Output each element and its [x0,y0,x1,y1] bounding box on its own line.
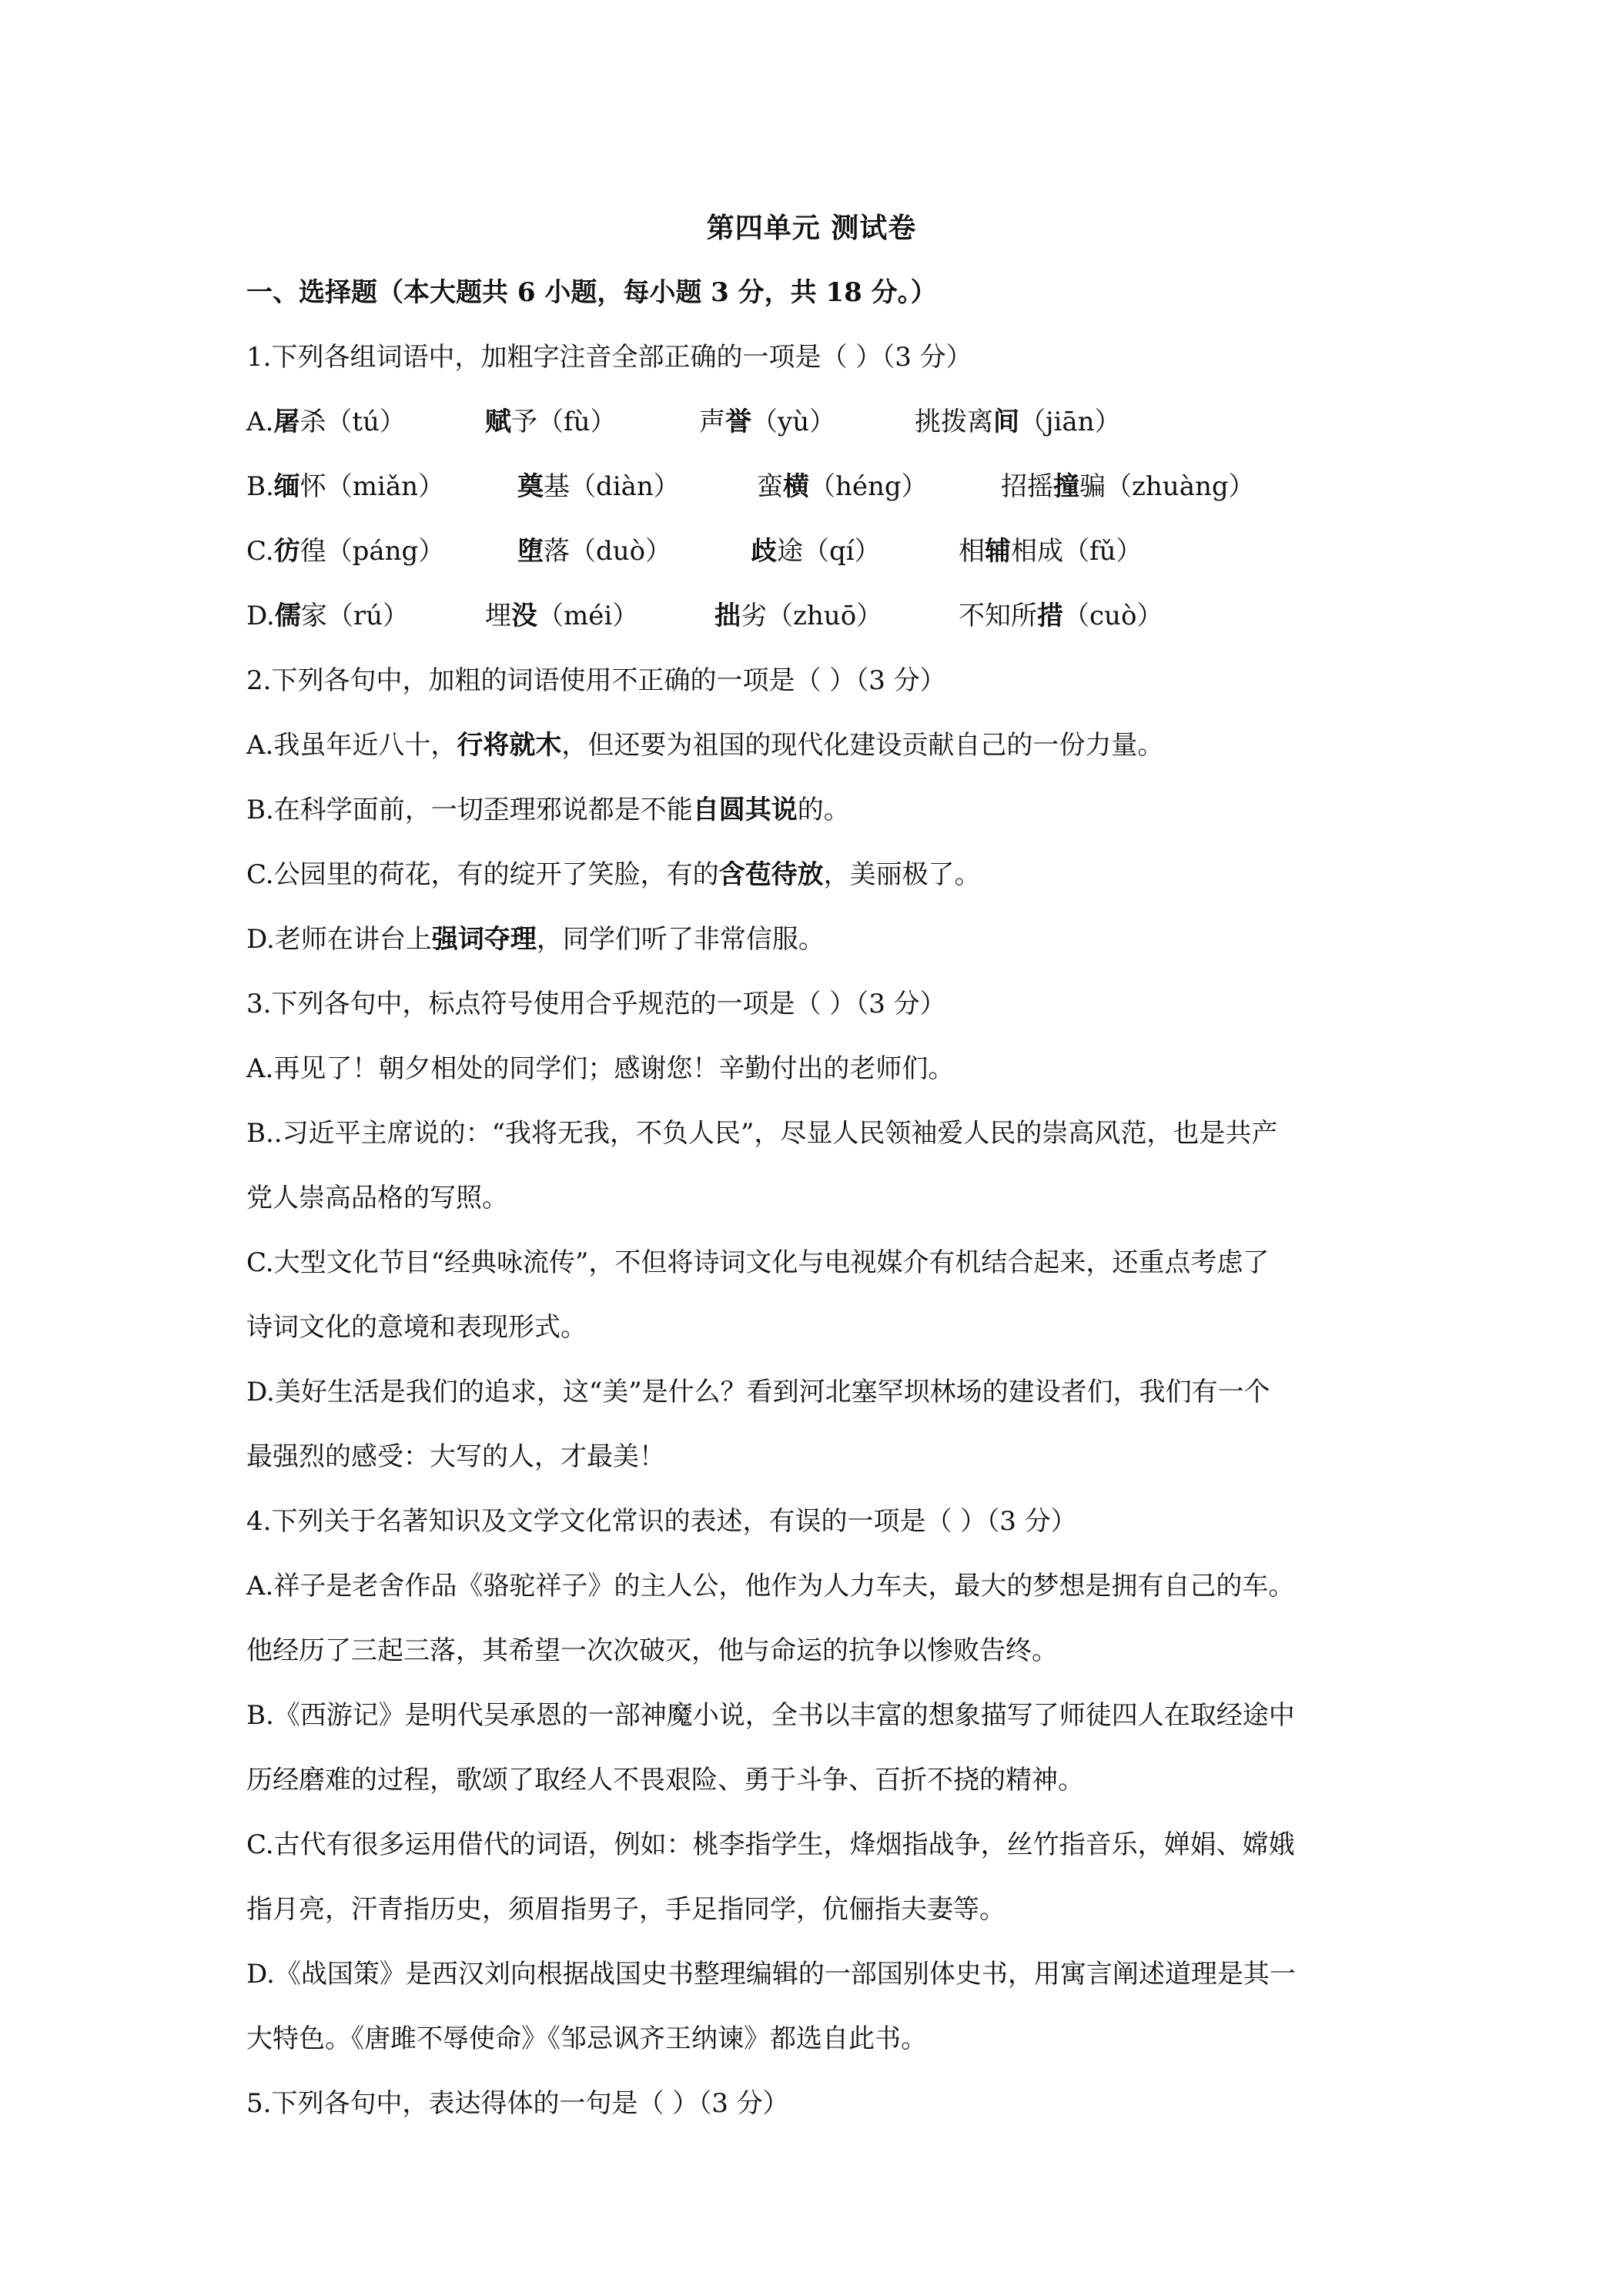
question-3-line: 最强烈的感受：大写的人，才最美！ [246,1441,665,1472]
question-3-line: A.再见了！朝夕相处的同学们；感谢您！辛勤付出的老师们。 [246,1053,955,1084]
option-item: A.屠杀（tú） [246,407,406,437]
question-2-option-d: D.老师在讲台上强词夺理，同学们听了非常信服。 [246,924,825,955]
page-title: 第四单元 测试卷 [706,212,917,244]
option-item: D.儒家（rú） [246,601,410,631]
option-item: 拙劣（zhuō） [714,601,883,631]
option-item: 不知所措（cuò） [959,601,1163,631]
question-1-stem: 1.下列各组词语中，加粗字注音全部正确的一项是（ ）（3 分） [246,342,972,373]
question-2-option-b: B.在科学面前，一切歪理邪说都是不能自圆其说的。 [246,795,850,825]
question-4-line: 指月亮，汗青指历史，须眉指男子，手足指同学，伉俪指夫妻等。 [246,1894,1006,1925]
question-4-line: A.祥子是老舍作品《骆驼祥子》的主人公，他作为人力车夫，最大的梦想是拥有自己的车。 [246,1571,1295,1602]
option-item: 歧途（qí） [751,536,881,567]
question-2-stem: 2.下列各句中，加粗的词语使用不正确的一项是（ ）（3 分） [246,665,946,696]
question-4-line: C.古代有很多运用借代的词语，例如：桃李指学生，烽烟指战争，丝竹指音乐，婵娟、嫦娥 [246,1829,1295,1860]
question-4-line: D.《战国策》是西汉刘向根据战国史书整理编辑的一部国别体史书，用寓言阐述道理是其一 [246,1959,1296,1990]
question-5-stem: 5.下列各句中，表达得体的一句是（ ）（3 分） [246,2088,789,2119]
option-item: 挑拨离间（jiān） [915,407,1121,437]
question-2-option-c: C.公园里的荷花，有的绽开了笑脸，有的含苞待放，美丽极了。 [246,859,981,890]
option-item: 堕落（duò） [517,536,672,567]
question-3-line: C.大型文化节目“经典咏流传”，不但将诗词文化与电视媒介有机结合起来，还重点考虑了 [246,1247,1270,1278]
question-4-line: 大特色。《唐雎不辱使命》《邹忌讽齐王纳谏》都选自此书。 [246,2023,927,2054]
option-item: B.缅怀（miǎn） [246,471,445,502]
question-2-option-a: A.我虽年近八十，行将就木，但还要为祖国的现代化建设贡献自己的一份力量。 [246,730,1164,761]
question-3-line: D.美好生活是我们的追求，这“美”是什么？看到河北塞罕坝林场的建设者们，我们有一个 [246,1377,1270,1407]
section-heading-choice: 一、选择题（本大题共 6 小题，每小题 3 分，共 18 分。） [246,277,937,308]
option-item: 蛮横（héng） [757,471,928,502]
option-item: 招摇撞骗（zhuàng） [1001,471,1255,502]
option-item: 相辅相成（fǔ） [959,536,1143,567]
question-4-line: B.《西游记》是明代吴承恩的一部神魔小说，全书以丰富的想象描写了师徒四人在取经途中 [246,1700,1295,1731]
question-3-line: 党人崇高品格的写照。 [246,1183,508,1213]
question-4-line: 历经磨难的过程，歌颂了取经人不畏艰险、勇于斗争、百折不挠的精神。 [246,1765,1084,1796]
option-item: 埋没（méi） [485,601,639,631]
question-3-line: B..习近平主席说的：“我将无我，不负人民”，尽显人民领袖爱人民的崇高风范，也是共产 [246,1118,1278,1149]
question-3-stem: 3.下列各句中，标点符号使用合乎规范的一项是（ ）（3 分） [246,989,946,1019]
option-item: C.彷徨（páng） [246,536,445,567]
question-3-line: 诗词文化的意境和表现形式。 [246,1312,587,1343]
option-item: 赋予（fù） [485,407,617,437]
option-item: 奠基（diàn） [517,471,680,502]
question-4-line: 他经历了三起三落，其希望一次次破灭，他与命运的抗争以惨败告终。 [246,1635,1058,1666]
question-4-stem: 4.下列关于名著知识及文学文化常识的表述，有误的一项是（ ）（3 分） [246,1506,1077,1537]
option-item: 声誉（yù） [699,407,836,437]
